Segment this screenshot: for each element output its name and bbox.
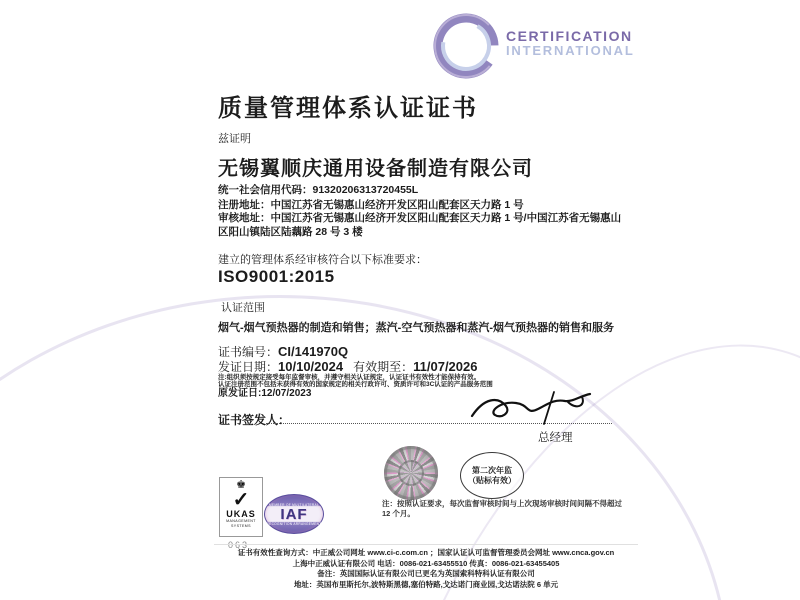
holographic-sticker-core <box>398 460 424 486</box>
ukas-checkmark-icon: ✓ <box>232 489 250 511</box>
certificate-note-1: 注:组织须按规定接受每年监督审核，并遵守相关认证规定，认证证书有效性才能保持有效。 <box>218 374 481 381</box>
handwritten-signature-icon <box>468 386 598 431</box>
ukas-subtext-1: MANAGEMENT <box>226 519 256 523</box>
iaf-wordmark: IAF <box>280 505 308 523</box>
logo-wordmark-line2: INTERNATIONAL <box>506 43 635 58</box>
audit-address-value: 中国江苏省无锡惠山经济开发区阳山配套区天力路 1 号/中国江苏省无锡惠山区阳山镇陆区陆藕路 28 号 3 楼 <box>218 212 622 238</box>
audit-address-label: 审核地址： <box>218 212 271 224</box>
certificate-number-label: 证书编号： <box>218 345 279 359</box>
credit-code-value: 91320206313720455L <box>312 184 419 196</box>
footer-block <box>208 548 644 590</box>
credit-code-label: 统一社会信用代码： <box>218 184 313 196</box>
footer-line-contact: 上海中正威认证有限公司 电话：0086-021-63455510 传真：0086-021-63455405 <box>292 558 560 568</box>
expiry-value: 11/07/2026 <box>413 359 478 374</box>
scope-label: 认证范围 <box>221 302 265 314</box>
iaf-arc-top-text: MEMBER OF MULTILATERAL <box>268 502 320 507</box>
original-issue-date: 原发证日:12/07/2023 <box>218 388 312 399</box>
ukas-logo <box>219 477 263 537</box>
certificate-note-2: 认证注册范围不包括未获得有效的国家规定的相关行政许可、资质许可和3C认证的产品服务范围 <box>218 381 493 388</box>
footer-line-address: 地址：英国布里斯托尔,波特斯黑德,塞伯特路,戈达诺门商业园,戈达诺法院 6 单元 <box>293 579 559 589</box>
footer-divider <box>214 544 638 545</box>
certificate-title: 质量管理体系认证证书 <box>218 96 478 122</box>
certificate-number-value: CI/141970Q <box>278 344 349 359</box>
logo-wordmark-line1: CERTIFICATION <box>506 28 633 44</box>
ukas-subtext-2: SYSTEMS <box>231 523 251 528</box>
standard-intro: 建立的管理体系经审核符合以下标准要求： <box>218 254 427 266</box>
annual-supervision-stamp <box>460 452 524 499</box>
registered-address-label: 注册地址： <box>218 199 271 211</box>
annual-stamp-line1: 第二次年监 <box>472 465 512 475</box>
footer-line-validity: 证书有效性查询方式：中正威公司网址 www.ci-c.com.cn ；国家认证认可监督管理委员会网址 www.cnca.gov.cn <box>237 548 615 557</box>
credit-code-line <box>218 182 418 197</box>
certification-international-logo-icon <box>430 8 504 89</box>
iaf-arc-bottom-text: RECOGNITION ARRANGEMENT <box>266 521 322 526</box>
footer-line-rename-note: 备注：英国国际认证有限公司已更名为英国索科特科认证有限公司 <box>317 569 535 578</box>
supervision-note: 注：按照认证要求，每次监督审核时间与上次现场审核时间间隔不得超过 12 个月。 <box>382 499 622 518</box>
registered-address-line <box>218 197 628 212</box>
ukas-crown-icon: ♚ <box>236 479 246 491</box>
company-name: 无锡翼顺庆通用设备制造有限公司 <box>218 158 533 180</box>
audit-address-line <box>218 211 630 239</box>
standard-code: ISO9001:2015 <box>218 267 335 286</box>
signer-title: 总经理 <box>538 432 573 444</box>
iaf-logo <box>264 494 324 534</box>
scope-text: 烟气-烟气预热器的制造和销售；蒸汽-空气预热器和蒸汽-烟气预热器的销售和服务 <box>218 322 614 334</box>
annual-stamp-line2: （贴标有效） <box>468 475 516 485</box>
issuer-label: 证书签发人： <box>218 413 291 427</box>
issue-date-value: 10/10/2024 <box>278 359 344 374</box>
certify-intro: 兹证明 <box>218 133 251 145</box>
registered-address-value: 中国江苏省无锡惠山经济开发区阳山配套区天力路 1 号 <box>270 199 524 211</box>
issue-date-label: 发证日期： <box>218 360 279 374</box>
ukas-accreditation-number: 063 <box>228 540 250 550</box>
ukas-wordmark: UKAS <box>226 509 256 519</box>
holographic-sticker-icon <box>384 446 438 500</box>
expiry-label: 有效期至： <box>353 360 414 374</box>
